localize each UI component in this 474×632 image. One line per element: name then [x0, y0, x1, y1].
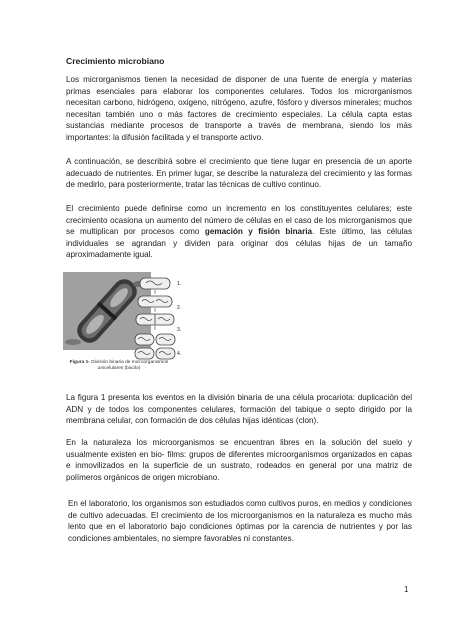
paragraph-nutrients: Los microrganismos tienen la necesidad de disponer de una fuente de energía y materias primas esenciales para elaborar los componentes celulares. Todos los microrganismos necesitan carbono, hidrógeno, oxigeno, nitrógeno, azufre, fósforo y diversos minerales; muchos necesitan también uno o más factores de crecimiento especiales. La célula capta estas sustancias mediante procesos de transporte a través de membrana, siendo los más importantes: la difusión facilitada y el transporte activo. — [66, 75, 412, 142]
paragraph-nature-biofilms: En la naturaleza los microorganismos se encuentran libres en la solución del suelo y usualmente existen en bio- films: grupos de diferentes microorganismos organizados en capas e inmovilizados en la superficie de un sustrato, rodeados en general por una matriz de polímeros orgánicos de origen microbiano. — [66, 438, 412, 482]
step-label: 1. — [177, 281, 182, 287]
paragraph-growth-intro: A continuación, se describirá sobre el crecimiento que tiene lugar en presencia de un aporte adecuado de nutrientes. En primer lugar, se describe la naturaleza del crecimiento y las formas de medirlo, para posteriormente, tratar las técnicas de cultivo continuo. — [66, 157, 412, 190]
paragraph-growth-definition — [66, 203, 412, 261]
bold-term: gemación y fisión binaria — [204, 227, 313, 237]
paragraph-text: El crecimiento puede definirse como un incremento en los constituyentes celulares; este crecimiento ocasiona un aumento del número de células en el caso de los microrganismos que se multiplican por procesos como — [66, 204, 412, 237]
figure-caption — [64, 360, 174, 372]
document-title: Crecimiento microbiano — [66, 56, 165, 66]
caption-label: Figura 1- — [69, 360, 90, 365]
binary-fission-diagram — [134, 274, 200, 362]
paragraph-laboratory: En el laboratorio, los organismos son estudiados como cultivos puros, en medios y condiciones de cultivo adecuadas. El crecimiento de los microorganismos en la naturaleza es mucho más lento que en el laboratorio bajo condiciones óptimas por la carencia de nutrientes y por las condiciones ambientales, no siempre favorables ni constantes. — [68, 499, 412, 543]
caption-text: División binaria de microorganismos unicelulares (bacilo) — [89, 360, 169, 371]
paragraph-figure-description: La figura 1 presenta los eventos en la división binaria de una célula procariota: duplicación del ADN y de todos los componentes celulares, formación del tabique o septo dirigido por la membrana celular, con formación de dos células hijas idénticas (clon). — [66, 393, 412, 426]
page-number: 1 — [404, 585, 409, 594]
step-label: 4. — [177, 351, 182, 357]
step-label: 2. — [177, 305, 182, 311]
step-label: 3. — [177, 327, 182, 333]
paragraph-text: . Este último, las células individuales se agrandan y dividen para originar dos células hijas de un tamaño aproximadamente igual. — [66, 227, 413, 260]
